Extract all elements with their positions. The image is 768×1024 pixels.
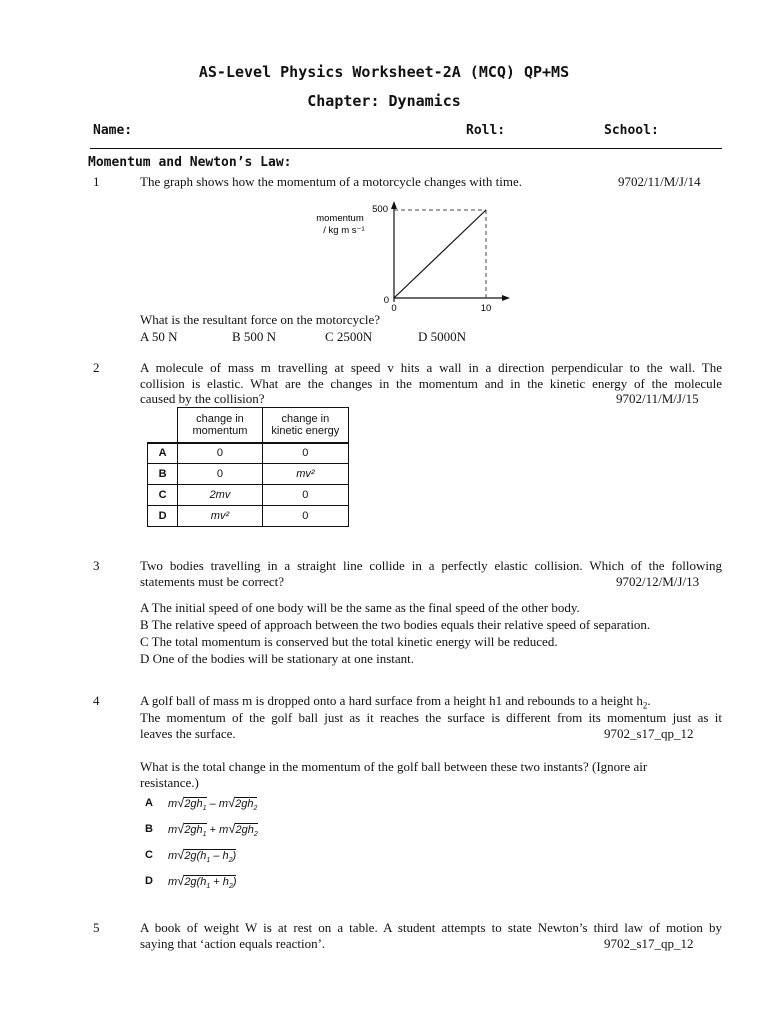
mass-symbol: m [219, 824, 229, 836]
row-key: B [148, 464, 178, 485]
q5-ref: 9702_s17_qp_12 [604, 936, 694, 951]
q3-option-c: C The total momentum is conserved but the total kinetic energy will be reduced. [140, 634, 558, 649]
header-ke-line2: kinetic energy [271, 424, 340, 437]
row-kinetic-energy: mv² [262, 464, 348, 485]
mass-symbol: m [168, 876, 178, 888]
mass-symbol: m [218, 798, 228, 810]
q4-option-b-key: B [145, 823, 153, 835]
sqrt-term [184, 797, 207, 813]
q4-question-line-2: resistance.) [140, 775, 199, 790]
row-momentum: 0 [178, 443, 263, 464]
q4-h2-subscript: 2 [642, 700, 648, 711]
q4-ref: 9702_s17_qp_12 [604, 726, 694, 741]
table-row [148, 443, 349, 464]
q2-line-2: collision is elastic. What are the changes in the momentum and in the kinetic energy of the molecule [140, 376, 722, 391]
term-close: ) [232, 850, 237, 862]
roll-label: Roll: [466, 123, 506, 138]
term-text: 2gh [184, 798, 203, 810]
q4-option-c-formula: $m√2g(h_1 - h_2)$ [168, 847, 237, 865]
row-key: A [148, 443, 178, 464]
subscript: 1 [206, 883, 211, 891]
q4-option-b-formula: $m√2gh_1 + m√2gh_2$ [168, 821, 258, 839]
q1-option-c: C 2500N [325, 329, 373, 344]
subscript: 2 [253, 831, 258, 839]
sqrt-term [235, 823, 258, 839]
graph-ylabel-1: momentum [316, 213, 364, 224]
q4-number: 4 [93, 693, 100, 708]
term-text: 2g(h [184, 850, 207, 862]
q5-line-1: A book of weight W is at rest on a table. A student attempts to state Newton’s third law of motion by [140, 920, 722, 935]
row-key: D [148, 506, 178, 527]
row-kinetic-energy: 0 [262, 485, 348, 506]
q1-text: The graph shows how the momentum of a motorcycle changes with time. [140, 174, 522, 189]
term-text: 2gh [184, 824, 203, 836]
worksheet-title: AS-Level Physics Worksheet-2A (MCQ) QP+MS [198, 63, 570, 81]
q1-number: 1 [93, 174, 100, 189]
q3-option-d: D One of the bodies will be stationary at one instant. [140, 651, 415, 666]
q4-line-3: leaves the surface. [140, 726, 236, 741]
momentum-time-graph [300, 200, 520, 316]
q1-question: What is the resultant force on the motorcycle? [140, 312, 381, 327]
q2-ref: 9702/11/M/J/15 [616, 391, 699, 406]
term-close: ) [232, 876, 237, 888]
subscript: 2 [253, 805, 258, 813]
q4-line-1-end: . [647, 693, 651, 708]
header-momentum-line1: change in [196, 412, 244, 425]
q4-option-a-key: A [145, 797, 153, 809]
operator: + [209, 824, 217, 836]
row-momentum: 0 [178, 464, 263, 485]
q2-line-1: A molecule of mass m travelling at speed v hits a wall in a direction perpendicular to the wall. The [140, 360, 722, 375]
graph-y-origin-label: 0 [383, 295, 389, 306]
header-divider [90, 148, 722, 149]
q2-number: 2 [93, 360, 100, 375]
subscript: 2 [228, 857, 233, 865]
header-ke-line1: change in [281, 412, 330, 425]
q4-option-d-key: D [145, 875, 153, 887]
table-header-row [148, 408, 349, 443]
q1-option-b: B 500 N [232, 329, 277, 344]
q3-line-2: statements must be correct? [140, 574, 285, 589]
q1-ref: 9702/11/M/J/14 [618, 174, 701, 189]
chapter-title: Chapter: Dynamics [307, 92, 461, 110]
sqrt-term [184, 849, 237, 865]
table-header-kinetic-energy [262, 408, 348, 443]
mass-symbol: m [168, 850, 178, 862]
q5-number: 5 [93, 920, 100, 935]
q5-line-2: saying that ‘action equals reaction’. [140, 936, 326, 951]
q3-line-1: Two bodies travelling in a straight line collide in a perfectly elastic collision. Which of the following [140, 558, 722, 573]
table-row [148, 506, 349, 527]
sqrt-term [184, 823, 207, 839]
table-corner-cell [148, 408, 178, 443]
graph-y-top-label: 500 [372, 204, 388, 215]
q3-option-b: B The relative speed of approach between the two bodies equals their relative speed of separation. [140, 617, 651, 632]
q1-option-d: D 5000N [418, 329, 467, 344]
q4-question-line-1: What is the total change in the momentum of the golf ball between these two instants? (Ignore air [140, 759, 648, 774]
school-label: School: [604, 123, 659, 138]
subscript: 1 [202, 831, 207, 839]
q4-line-1-text: A golf ball of mass m is dropped onto a hard surface from a height h1 and rebounds to a height h [140, 693, 643, 708]
subscript: 1 [206, 857, 211, 865]
mass-symbol: m [168, 824, 178, 836]
term-text: 2g(h [184, 876, 207, 888]
graph-x-end-label: 10 [480, 303, 492, 314]
q2-line-3: caused by the collision? [140, 391, 265, 406]
term-text: 2gh [235, 824, 254, 836]
header-momentum-line2: momentum [192, 424, 248, 437]
graph-ylabel-2: / kg m s⁻¹ [323, 225, 365, 236]
section-title: Momentum and Newton’s Law: [88, 155, 292, 170]
graph-momentum-line [394, 210, 486, 298]
subscript: 1 [202, 805, 207, 813]
subscript: 2 [228, 883, 233, 891]
graph-x-origin-label: 0 [391, 303, 397, 314]
table-header-momentum [178, 408, 263, 443]
q2-answer-table [147, 407, 349, 527]
term-text: 2gh [235, 798, 254, 810]
table-row [148, 464, 349, 485]
mass-symbol: m [168, 798, 178, 810]
q3-option-a: A The initial speed of one body will be the same as the final speed of the other body. [140, 600, 580, 615]
q3-ref: 9702/12/M/J/13 [616, 574, 700, 589]
row-key: C [148, 485, 178, 506]
table-row [148, 485, 349, 506]
q4-option-c-key: C [145, 849, 153, 861]
q4-line-2: The momentum of the golf ball just as it reaches the surface is different from its momentum just as it [140, 710, 722, 725]
row-kinetic-energy: 0 [262, 506, 348, 527]
row-momentum: 2mv [178, 485, 263, 506]
graph-x-arrow [502, 295, 510, 301]
operator: – [209, 798, 216, 810]
row-momentum: mv² [178, 506, 263, 527]
sqrt-term [184, 875, 237, 891]
q1-option-a: A 50 N [140, 329, 178, 344]
term-mid: – h [210, 850, 229, 862]
name-label: Name: [93, 123, 133, 138]
q4-option-a-formula: $m√2gh_1 - m√2gh_2$ [168, 795, 258, 813]
term-mid: + h [210, 876, 229, 888]
q3-number: 3 [93, 558, 100, 573]
graph-y-arrow [391, 201, 397, 209]
row-kinetic-energy: 0 [262, 443, 348, 464]
q4-option-d-formula: $m√2g(h_1 + h_2)$ [168, 873, 237, 891]
sqrt-term [235, 797, 258, 813]
